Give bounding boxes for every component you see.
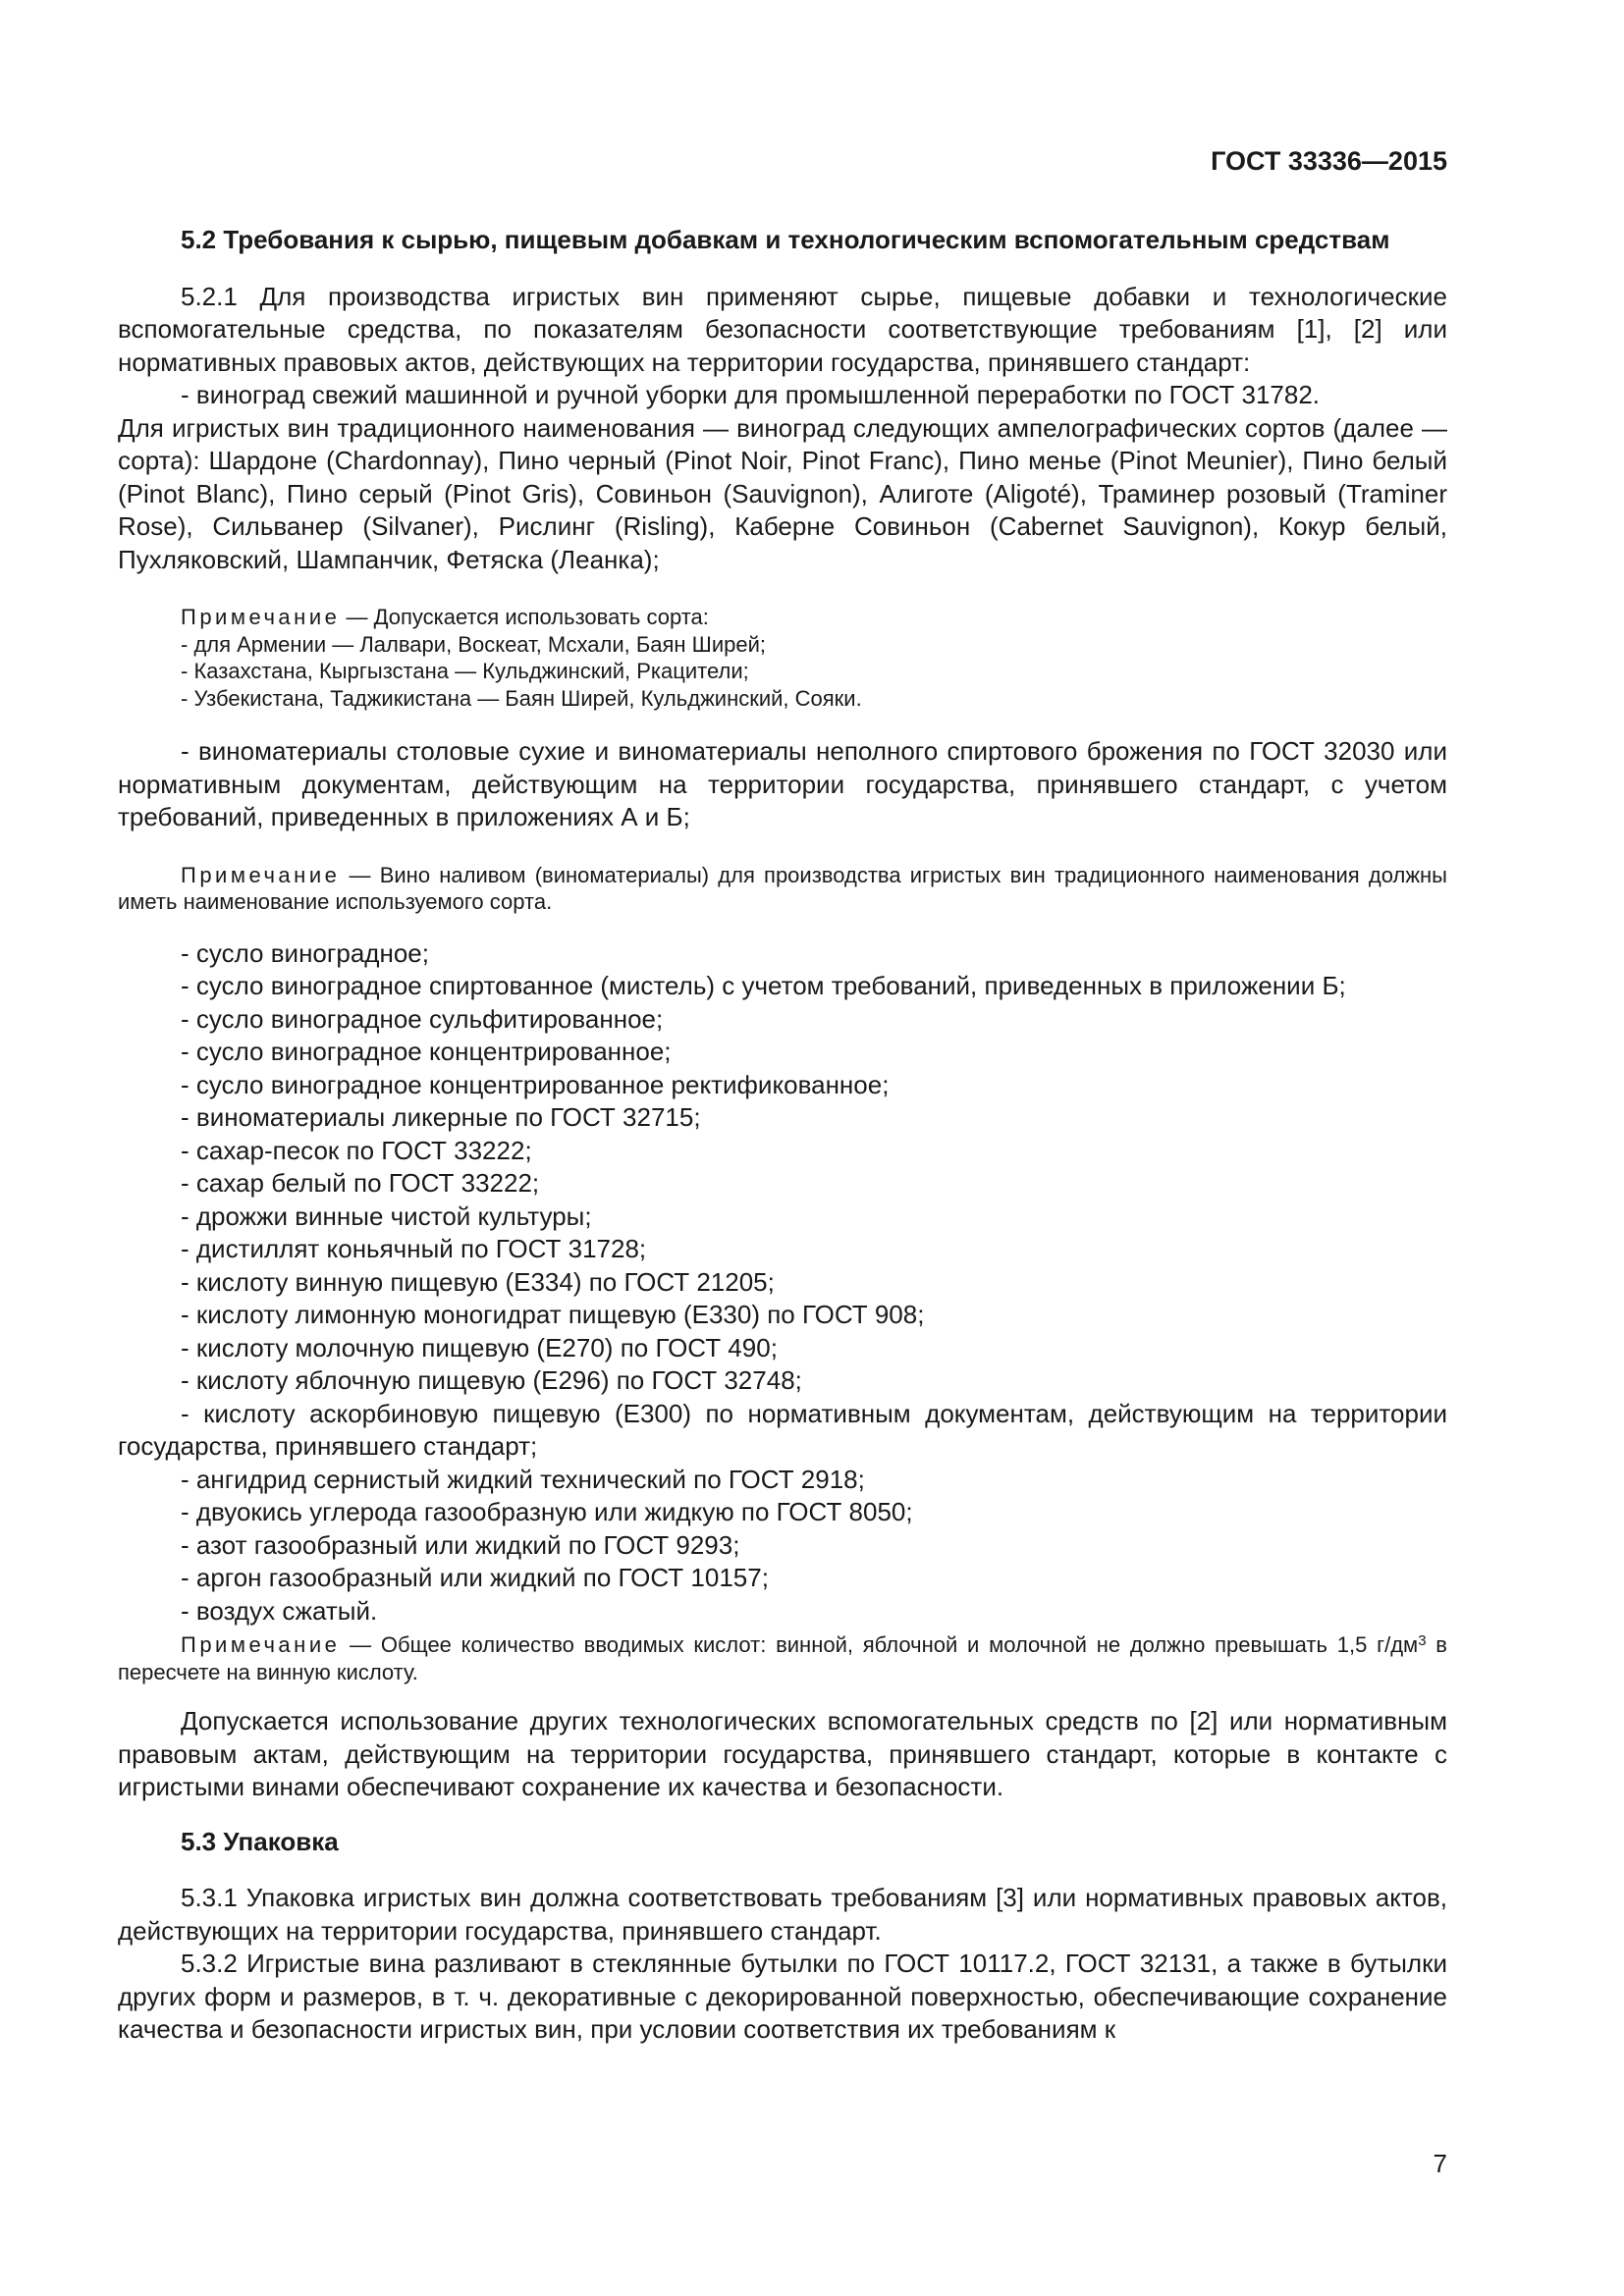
note-label: Примечание	[181, 1632, 341, 1657]
list-item: - сусло виноградное;	[181, 937, 429, 968]
list-item: - сахар белый по ГОСТ 33222;	[181, 1168, 540, 1198]
list-item: - аргон газообразный или жидкий по ГОСТ 10157;	[181, 1563, 769, 1592]
list-item: - двуокись углерода газообразную или жидкую по ГОСТ 8050;	[181, 1497, 913, 1526]
note-label: Примечание	[181, 605, 341, 629]
list-item: - сусло виноградное спиртованное (мистель) с учетом требований, приведенных в приложении Б;	[181, 971, 1346, 1000]
note-1-item: - Узбекистана, Таджикистана — Баян Ширей, Кульджинский, Сояки.	[181, 685, 862, 711]
note-1-item: - Казахстана, Кыргызстана — Кульджинский, Ркацители;	[181, 659, 749, 683]
list-item-wine-materials: - виноматериалы столовые сухие и виноматериалы неполного спиртового брожения по ГОСТ 32030 или нормативным документам, действующим на территории государства, принявшего стандарт, с учетом требований, приведенных в приложениях А и Б;	[118, 736, 1447, 831]
list-item: - дрожжи винные чистой культуры;	[181, 1201, 592, 1231]
list-item: - дистиллят коньячный по ГОСТ 31728;	[181, 1234, 647, 1263]
list-item: - ангидрид сернистый жидкий технический по ГОСТ 2918;	[181, 1464, 865, 1494]
list-item-grapes: - виноград свежий машинной и ручной уборки для промышленной переработки по ГОСТ 31782.	[181, 380, 1321, 409]
list-item: - сусло виноградное концентрированное;	[181, 1037, 672, 1066]
note-2	[118, 862, 1447, 916]
note-1	[118, 604, 1447, 631]
list-item: - кислоту яблочную пищевую (Е296) по ГОСТ 32748;	[181, 1365, 802, 1395]
paragraph-5-2-1: 5.2.1 Для производства игристых вин применяют сырье, пищевые добавки и технологические вспомогательные средства, по показателям безопасности соответствующие требованиям [1], [2] или нормативных правовых актов, действующих на территории государства, принявшего стандарт:	[118, 281, 1447, 377]
note-text: — Общее количество вводимых кислот: винной, яблочной и молочной не должно превышать 1,5 г/дм	[340, 1632, 1419, 1657]
list-item: - сусло виноградное сульфитированное;	[181, 1003, 664, 1034]
list-item: - виноматериалы ликерные по ГОСТ 32715;	[181, 1102, 701, 1132]
note-label: Примечание	[181, 862, 341, 887]
paragraph-5-3-1: 5.3.1 Упаковка игристых вин должна соответствовать требованиям [3] или нормативных правовых актов, действующих на территории государства, принявшего стандарт.	[118, 1883, 1447, 1946]
document-code: ГОСТ 33336—2015	[1211, 146, 1447, 176]
list-item: - кислоту аскорбиновую пищевую (Е300) по нормативным документам, действующим на территории государства, принявшего стандарт;	[118, 1398, 1447, 1461]
note-3	[118, 1631, 1447, 1685]
note-text: — Вино наливом (виноматериалы) для производства игристых вин традиционного наименования должны иметь наименование используемого сорта.	[118, 862, 1447, 914]
list-item: - сусло виноградное концентрированное ректификованное;	[181, 1069, 890, 1099]
section-5-3-heading: 5.3 Упаковка	[181, 1826, 339, 1856]
list-item: - кислоту молочную пищевую (Е270) по ГОСТ 490;	[181, 1332, 778, 1362]
paragraph-5-3-2: 5.3.2 Игристые вина разливают в стеклянные бутылки по ГОСТ 10117.2, ГОСТ 32131, а также в бутылки других форм и размеров, в т. ч. декоративные с декорированной поверхностью, обеспечивающие сохранение качества и безопасности игристых вин, при условии соответствия их требованиям к	[118, 1949, 1447, 2044]
list-item: - кислоту винную пищевую (Е334) по ГОСТ 21205;	[181, 1266, 775, 1297]
note-1-item: - для Армении — Лалвари, Воскеат, Мсхали, Баян Ширей;	[181, 631, 767, 657]
page-content	[118, 224, 1447, 2047]
superscript: 3	[1418, 1632, 1427, 1649]
list-item: - азот газообразный или жидкий по ГОСТ 9293;	[181, 1529, 740, 1560]
note-text: — Допускается использовать сорта:	[340, 605, 709, 629]
grape-varieties-paragraph: Для игристых вин традиционного наименования — виноград следующих ампелографических сортов (далее — сорта): Шардоне (Chardonnay), Пино черный (Pinot Noir, Pinot Franc), Пино менье (Pinot Meunier), Пино белый (Pinot Blanc), Пино серый (Pinot Gris), Совиньон (Sauvignon), Алиготе (Aligoté), Траминер розовый (Traminer Rose), Сильванер (Silvaner), Рислинг (Risling), Каберне Совиньон (Cabernet Sauvignon), Кокур белый, Пухляковский, Шампанчик, Фетяска (Леанка);	[118, 412, 1447, 574]
note-text: в пересчете на винную кислоту.	[118, 1632, 1447, 1684]
list-item: - кислоту лимонную моногидрат пищевую (Е330) по ГОСТ 908;	[181, 1300, 925, 1329]
allowed-aids-paragraph: Допускается использование других технологических вспомогательных средств по [2] или нормативным правовым актам, действующим на территории государства, принявшего стандарт, которые в контакте с игристыми винами обеспечивают сохранение их качества и безопасности.	[118, 1706, 1447, 1801]
section-5-2-heading: 5.2 Требования к сырью, пищевым добавкам и технологическим вспомогательным средствам	[181, 225, 1390, 254]
list-item: - сахар-песок по ГОСТ 33222;	[181, 1135, 532, 1165]
page-number: 7	[1433, 2149, 1447, 2178]
list-item: - воздух сжатый.	[181, 1595, 378, 1626]
